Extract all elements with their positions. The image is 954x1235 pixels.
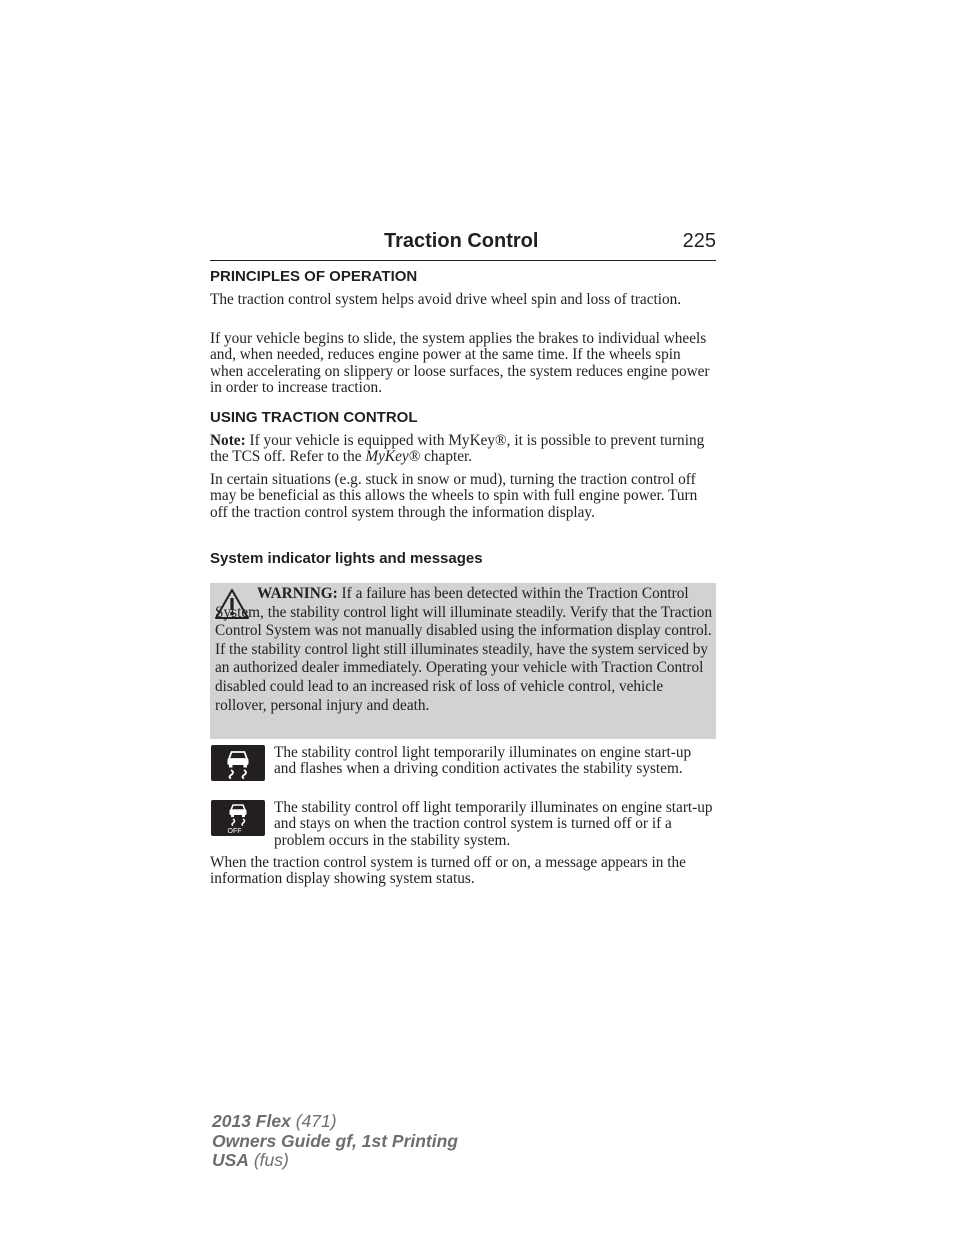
paragraph-note [210,433,716,466]
warning-body: If a failure has been detected within the Traction Control System, the stability control light will illuminate steadily. Verify that the Traction Control System was not manually disabled using the information display control. If the stability control light still illuminates steadily, have the system serviced by an authorized dealer immediately. Operating your vehicle with Traction Control disabled could lead to an increased risk of loss of vehicle control, vehicle rollover, personal injury and death. [215,585,713,714]
stability-off-light-description: The stability control off light temporarily illuminates on engine start-up and stays on when the traction control system is turned off or if a problem occurs in the stability system. [274,799,713,849]
note-mykey-reference: MyKey® [365,448,421,466]
page-header [210,228,716,261]
footer-line-guide [212,1132,458,1152]
paragraph-closing: When the traction control system is turned off or on, a message appears in the information display showing system status. [210,854,686,888]
paragraph-principles-1: The traction control system helps avoid drive wheel spin and loss of traction. [210,291,682,308]
note-text-b: chapter. [420,448,473,466]
warning-text [215,585,713,715]
page-title: Traction Control [384,230,539,252]
stability-control-off-icon [211,800,265,836]
footer-model-code: (471) [295,1111,337,1131]
page-number: 225 [682,230,716,252]
note-text-a: If your vehicle is equipped with MyKey®, it is possible to prevent turning the TCS off. Refer to the [210,432,705,466]
footer-market-code: (fus) [253,1150,289,1170]
note-label: Note: [210,432,246,449]
heading-indicators: System indicator lights and messages [210,550,483,567]
footer-market: USA [212,1150,249,1170]
warning-box [210,583,716,739]
stability-light-description: The stability control light temporarily illuminates on engine start-up and flashes when a driving condition activates the stability system. [274,744,692,778]
paragraph-principles-2: If your vehicle begins to slide, the system applies the brakes to individual wheels and, when needed, reduces engine power at the same time. If the wheels spin when accelerating on slippery or loose surfaces, the system reduces engine power in order to increase traction. [210,330,710,396]
stability-control-icon [211,745,265,781]
footer [212,1112,458,1171]
footer-model: 2013 Flex [212,1111,291,1131]
heading-principles: PRINCIPLES OF OPERATION [210,268,418,285]
heading-using: USING TRACTION CONTROL [210,409,418,426]
footer-line-model [212,1112,458,1132]
paragraph-using-2: In certain situations (e.g. stuck in snow or mud), turning the traction control off may be beneficial as this allows the wheels to spin with full engine power. Turn off the traction control system through the information display. [210,471,698,521]
warning-label: WARNING: [257,585,338,602]
off-label: OFF [227,828,242,835]
footer-guide: Owners Guide gf, 1st Printing [212,1130,458,1151]
footer-line-market [212,1151,458,1171]
